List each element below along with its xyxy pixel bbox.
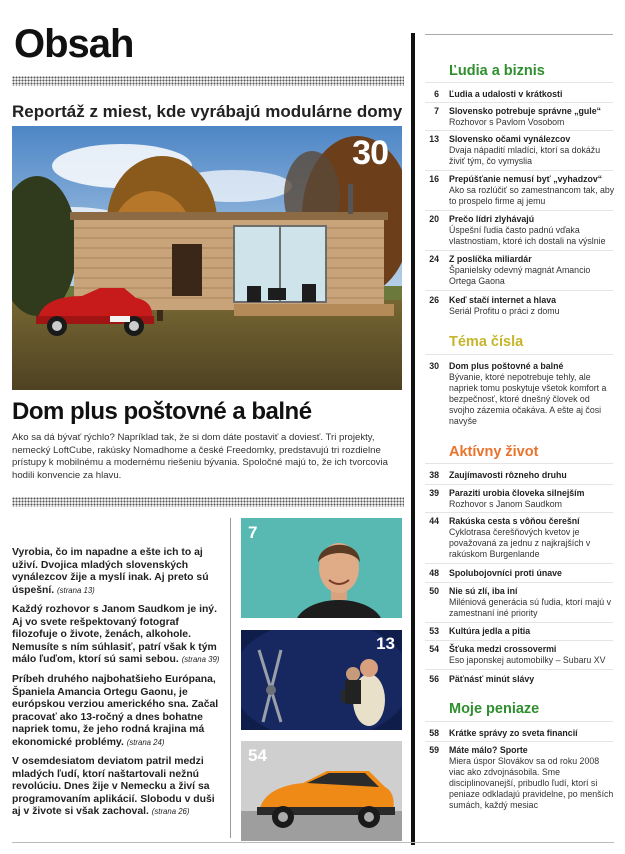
toc-description: Španielsky odevný magnát Amancio Ortega Gaona [449, 265, 591, 287]
toc-description: Bývanie, ktoré nepotrebuje tehly, ale napriek tomu poskytuje všetok komfort a bezpečnosť, ktoré dnešný človek od svojho zázemia očakáva. A ešte aj čosi navyše [449, 372, 607, 427]
toc-description: Miléniová generácia sú ľudia, ktorí majú v zamestnaní iné priority [449, 597, 611, 619]
toc-page-number: 50 [429, 586, 439, 596]
thumbnail-inventors[interactable] [241, 630, 402, 730]
toc-rule [425, 640, 613, 641]
toc-rule [425, 170, 613, 171]
toc-page-number: 6 [434, 89, 439, 99]
toc-rule [425, 741, 613, 742]
teaser-text: Príbeh druhého najbohatšieho Európana, Španiela Amancia Ortegu Gaonu, je európskou verziou amerického sna. Začal pracovať ako 13-ročný a dnes bohatne napriek tomu, že jeho rodná krajina má ekonomické problémy. [12, 674, 219, 748]
toc-page-number: 53 [429, 626, 439, 636]
toc-heading: Spolubojovníci proti únave [449, 568, 562, 578]
section-title-ludia-a-biznis: Ľudia a biznis [449, 63, 545, 79]
toc-rule [425, 669, 613, 670]
toc-heading: Dom plus poštovné a balné [449, 361, 564, 371]
toc-description: Seriál Profitu o práci z domu [449, 306, 560, 316]
teaser-revolution[interactable] [12, 756, 224, 819]
teaser-saudek[interactable] [12, 604, 224, 667]
cover-photo[interactable] [12, 126, 402, 390]
toc-description: Miera úspor Slovákov sa od roku 2008 viac ako zdvojnásobila. Sme disciplinovanejší, pribudlo ľudí, ktorí si peniaze odkladajú pravidelne, po menších sumách, každý mesiac [449, 756, 614, 811]
toc-heading: Z poslíčka miliardár [449, 254, 532, 264]
toc-heading: Rakúska cesta s vôňou čerešní [449, 516, 580, 526]
thumbnail-page-number: 7 [248, 523, 258, 542]
toc-rule [425, 102, 613, 103]
teaser-text: Vyrobia, čo im napadne a ešte ich to aj uživí. Dvojica mladých slovenských vynálezcov žije a myslí inak. Aj preto sú úspešní. [12, 547, 209, 596]
teaser-inventors[interactable] [12, 547, 224, 597]
teaser-page-ref: (strana 13) [57, 585, 95, 595]
section-title-moje-peniaze: Moje peniaze [449, 701, 540, 717]
toc-heading: Zaujímavosti rôzneho druhu [449, 470, 567, 480]
dotted-divider [12, 76, 404, 86]
toc-page-number: 54 [429, 644, 439, 654]
teaser-page-ref: (strana 26) [151, 807, 190, 817]
toc-rule [425, 130, 613, 131]
column-separator [230, 518, 231, 838]
section-rule [425, 354, 613, 355]
right-top-rule [425, 34, 613, 35]
teaser-text: Každý rozhovor s Janom Saudkom je iný. Aj vo svete rešpektovaný fotograf filozofuje o živote, ženách, alkohole. Nemusíte s ním súhlasiť, patrí však k tým málo ľuďom, ktorí sú sami sebou. [12, 604, 217, 666]
portrait-image [241, 518, 402, 618]
toc-heading: Slovensko očami vynálezcov [449, 134, 571, 144]
cover-page-number: 30 [352, 134, 388, 172]
toc-rule [425, 484, 613, 485]
thumbnail-page-number: 54 [248, 746, 267, 765]
section-title-tema-cisla: Téma čísla [449, 334, 524, 350]
toc-rule [425, 290, 613, 291]
toc-description: Rozhovor s Janom Saudkom [449, 499, 562, 509]
section-rule [425, 463, 613, 464]
column-divider [411, 33, 415, 845]
teaser-page-ref: (strana 24) [126, 737, 165, 747]
toc-page-number: 44 [429, 516, 439, 526]
toc-rule [425, 563, 613, 564]
toc-heading: Prepúšťanie nemusí byť „vyhadzov“ [449, 174, 603, 184]
toc-description: Eso japonskej automobilky – Subaru XV [449, 655, 606, 665]
toc-description: Dvaja nápadití mladíci, ktorí sa dokážu živiť tým, čo vymyslia [449, 145, 601, 167]
toc-page-number: 30 [429, 361, 439, 371]
toc-page-number: 56 [429, 674, 439, 684]
toc-heading: Kultúra jedla a pitia [449, 626, 531, 636]
toc-heading: Slovensko potrebuje správne „gule“ [449, 106, 602, 116]
toc-description: Rozhovor s Pavlom Vosobom [449, 117, 565, 127]
modular-house-image [12, 126, 402, 390]
toc-page-number: 16 [429, 174, 439, 184]
section-rule [425, 82, 613, 83]
toc-heading: Krátke správy zo sveta financií [449, 728, 578, 738]
toc-page-number: 7 [434, 106, 439, 116]
feature-description: Ako sa dá bývať rýchlo? Napríklad tak, že si dom dáte postaviť a doviesť. Tri projekty, nemecký LoftCube, rakúsky Nomadhome a české Freedomky, predstavujú tri rozdielne prístupy k mobilnému a modernému riešeniu bývania. Spoločné majú to, že ich tvorcovia hodili konvencie za hlavu. [12, 432, 388, 481]
section-title-aktivny-zivot: Aktívny život [449, 444, 539, 460]
toc-page-number: 59 [429, 745, 439, 755]
toc-heading: Šťuka medzi crossovermi [449, 644, 557, 654]
toc-page-number: 26 [429, 295, 439, 305]
toc-page-number: 20 [429, 214, 439, 224]
toc-page-number: 48 [429, 568, 439, 578]
thumbnail-portrait[interactable] [241, 518, 402, 618]
toc-description: Cyklotrasa čerešňových kvetov je považovaná za jednu z najkrajších v rakúskom Burgenlande [449, 527, 591, 560]
toc-heading: Keď stačí internet a hlava [449, 295, 557, 305]
toc-page-number: 58 [429, 728, 439, 738]
dotted-divider [12, 497, 404, 507]
cover-story-heading[interactable]: Reportáž z miest, kde vyrábajú modulárne domy [12, 102, 403, 121]
toc-description: Ako sa rozlúčiť so zamestnancom tak, aby to prospelo firme aj jemu [449, 185, 615, 207]
toc-page-number: 39 [429, 488, 439, 498]
toc-rule [425, 512, 613, 513]
section-rule [425, 721, 613, 722]
toc-page-number: 13 [429, 134, 439, 144]
toc-page-number: 38 [429, 470, 439, 480]
thumbnail-car[interactable] [241, 741, 402, 841]
teaser-page-ref: (strana 39) [181, 655, 220, 665]
toc-heading: Nie sú zlí, iba iní [449, 586, 518, 596]
toc-heading: Päťnásť minút slávy [449, 674, 535, 684]
toc-heading: Paraziti urobia človeka silnejším [449, 488, 585, 498]
teaser-ortega[interactable] [12, 674, 224, 750]
feature-title[interactable]: Dom plus poštovné a balné [12, 398, 312, 425]
thumbnail-page-number: 13 [376, 634, 395, 653]
toc-rule [425, 250, 613, 251]
toc-heading: Máte málo? Sporte [449, 745, 528, 755]
toc-heading: Prečo lídri zlyhávajú [449, 214, 535, 224]
toc-description: Úspešní ľudia často padnú vďaka vlastnostiam, ktoré ich dostali na výslnie [449, 225, 606, 247]
toc-rule [425, 210, 613, 211]
bottom-rule [12, 842, 614, 843]
toc-rule [425, 622, 613, 623]
toc-page-number: 24 [429, 254, 439, 264]
teaser-text: V osemdesiatom deviatom patril medzi mladých ľudí, ktorí naštartovali nežnú revolúciu. Dnes žije v Nemecku a živí sa programovaním aplikácií. Slobodu v duši aj v živote si však zachoval. [12, 756, 215, 818]
toc-heading: Ľudia a udalosti v krátkosti [449, 89, 563, 99]
page-title: Obsah [14, 22, 134, 66]
toc-rule [425, 582, 613, 583]
